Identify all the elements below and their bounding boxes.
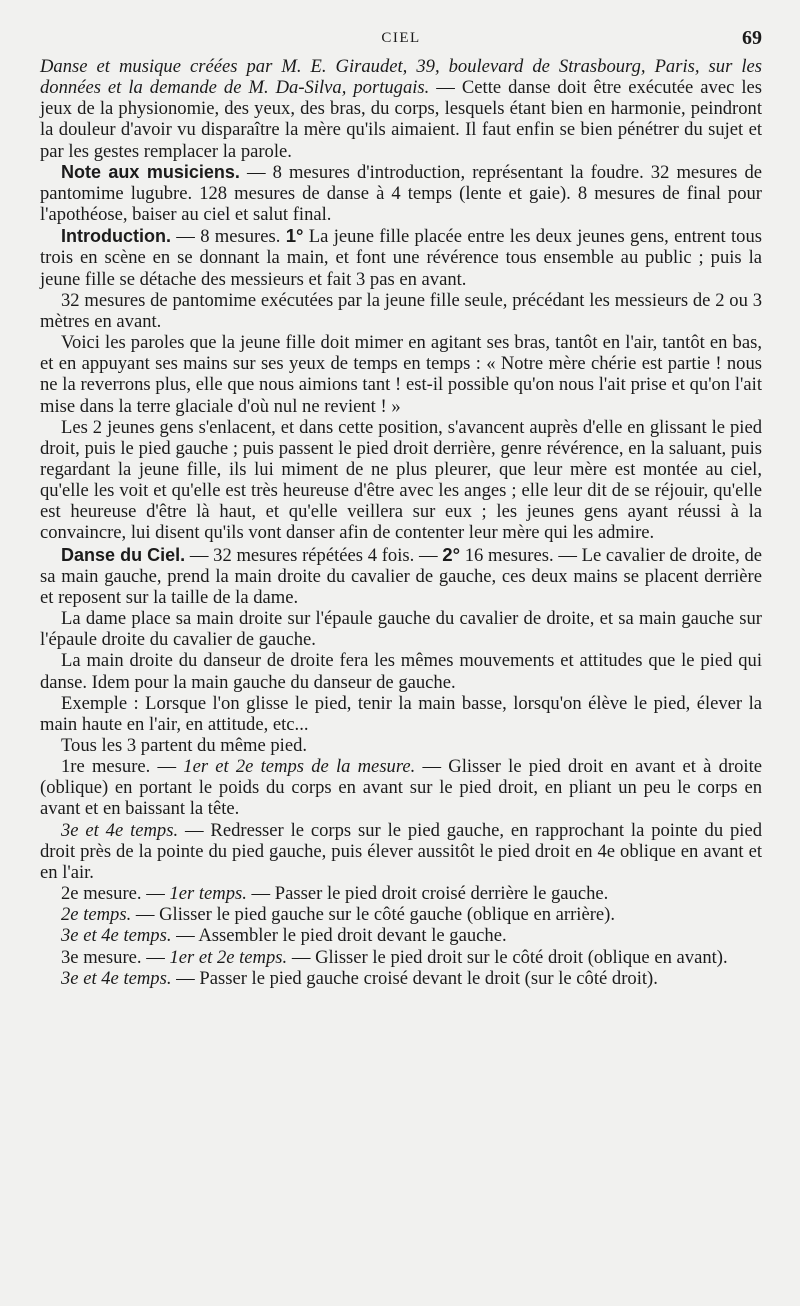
mesure-1b-italic: 3e et 4e temps. <box>61 819 179 841</box>
paragraph-2e-mesure-2e-temps <box>40 904 762 925</box>
paragraph-3e-mesure-3e-4e <box>40 968 762 989</box>
danse-text-a: — 32 mesures répétées 4 fois. — <box>185 544 443 566</box>
paragraph-2e-mesure <box>40 883 762 904</box>
paragraph-intro-credits <box>40 56 762 162</box>
mesure-3b-italic: 3e et 4e temps. <box>61 967 172 989</box>
mesure-2c-italic: 3e et 4e temps. <box>61 925 172 947</box>
credits-italic: Danse et musique créées par M. E. Giraudet, 39, boulevard de Strasbourg, Paris, sur les données et la demande de M. Da-Silva, portugais. <box>40 56 762 99</box>
paragraph-danse-du-ciel <box>40 544 762 608</box>
body-text <box>40 56 762 989</box>
introduction-text-a: — 8 mesures. <box>170 226 286 248</box>
paragraph-main-droite: La main droite du danseur de droite fera les mêmes mouvements et attitudes que le pied qui danse. Idem pour la main gauche du danseur de gauche. <box>40 650 762 693</box>
mesure-1-lead: 1re mesure. — <box>61 756 184 778</box>
credits-text: — Cette danse doit être exécutée avec les jeux de la physionomie, des yeux, des bras, du corps, lesquels étant bien en harmonie, peindront la douleur d'avoir vu disparaître la mère qu'ils aimaient. Il faut enfin se bien pénétrer du sujet et par les gestes remplacer la parole. <box>40 77 762 162</box>
mesure-1-text: — Glisser le pied droit en avant et à droite (oblique) en portant le poids du corps en avant sur le pied droit, en pliant un peu le corps en avant et en baissant la tête. <box>40 756 762 820</box>
paragraph-2e-mesure-3e-4e <box>40 925 762 946</box>
section-heading-introduction: Introduction. <box>61 226 171 247</box>
paragraph-jeunes-gens: Les 2 jeunes gens s'enlacent, et dans cette position, s'avancent auprès d'elle en glissant le pied droit, puis le pied gauche ; puis passent le pied droit derrière, genre révérence, en la saluant, puis regardant la jeune fille, ils lui miment de ne plus pleurer, que leur mère est montée au ciel, qu'elle les voit et qu'elle est très heureuse d'être avec les anges ; elle leur dit de se réjouir, qu'elle est heureuse d'être là haut, et qu'elle veillera sur eux ; les jeunes gens ayant réussi à la convaincre, lui disent qu'ils vont danser afin de contenter leur mère qui les admire. <box>40 416 762 544</box>
section-heading-note: Note aux musiciens. <box>61 161 240 182</box>
mesure-3-text: — Glisser le pied droit sur le côté droit (oblique en avant). <box>287 946 728 968</box>
paragraph-paroles: Voici les paroles que la jeune fille doit mimer en agitant ses bras, tantôt en l'air, tantôt en bas, et en appuyant ses mains sur ses yeux de temps en temps : « Notre mère chérie est partie ! nous ne la reverrons plus, elle que nous aimions tant ! est-il possible qu'on nous l'ait prise et qu'on l'ait mise dans la terre glaciale d'où nul ne revient ! » <box>40 332 762 417</box>
note-text: — 8 mesures d'introduction, représentant la foudre. 32 mesures de pantomime lugubre. 128 mesures de danse à 4 temps (lente et gaie). 8 mesures de final pour l'apothéose, baiser au ciel et salut final. <box>40 161 763 226</box>
introduction-text-b: La jeune fille placée entre les deux jeunes gens, entrent tous trois en scène en se donnant la main, et font une révérence tous ensemble au public ; puis la jeune fille se détache des messieurs et fait 3 pas en avant. <box>40 226 763 290</box>
mesure-3b-text: — Passer le pied gauche croisé devant le droit (sur le côté droit). <box>171 967 658 989</box>
mesure-1-italic: 1er et 2e temps de la mesure. <box>183 756 416 778</box>
page-number: 69 <box>742 27 762 49</box>
paragraph-tous-les-3: Tous les 3 partent du même pied. <box>61 735 308 756</box>
paragraph-pantomime: 32 mesures de pantomime exécutées par la jeune fille seule, précédant les messieurs de 2 ou 3 mètres en avant. <box>40 289 762 332</box>
paragraph-dame: La dame place sa main droite sur l'épaule gauche du cavalier de droite, et sa main gauche sur l'épaule droite du cavalier de gauche. <box>40 608 762 651</box>
mesure-2c-text: — Assembler le pied droit devant le gauche. <box>171 925 507 947</box>
running-head <box>40 27 762 56</box>
mesure-3-lead: 3e mesure. — <box>61 946 170 968</box>
mesure-3-italic: 1er et 2e temps. <box>169 946 288 968</box>
danse-number: 2° <box>442 543 461 565</box>
paragraph-note-musiciens <box>40 162 762 225</box>
mesure-2-text: — Passer le pied droit croisé derrière le gauche. <box>246 883 609 905</box>
mesure-2-italic: 1er temps. <box>169 883 247 905</box>
introduction-number: 1° <box>285 225 304 247</box>
mesure-1b-text: — Redresser le corps sur le pied gauche, en rapprochant la pointe du pied droit près de la pointe du pied gauche, puis élever aussitôt le pied droit en 4e oblique en avant et en l'air. <box>40 819 762 883</box>
paragraph-introduction <box>40 225 762 289</box>
paragraph-1re-mesure-3e-4e <box>40 820 762 883</box>
paragraph-1re-mesure <box>40 756 762 819</box>
mesure-2-lead: 2e mesure. — <box>61 883 170 905</box>
mesure-2b-text: — Glisser le pied gauche sur le côté gauche (oblique en arrière). <box>131 904 615 926</box>
running-title: CIEL <box>381 30 421 46</box>
paragraph-3e-mesure <box>40 947 762 968</box>
mesure-2b-italic: 2e temps. <box>61 904 132 926</box>
paragraph-exemple: Exemple : Lorsque l'on glisse le pied, tenir la main basse, lorsqu'on élève le pied, élever la main haute en l'air, en attitude, etc... <box>40 692 762 735</box>
danse-text-b: 16 mesures. — Le cavalier de droite, de sa main gauche, prend la main droite du cavalier de gauche, ces deux mains se placent derrière et reposent sur la taille de la dame. <box>40 544 763 608</box>
section-heading-danse-du-ciel: Danse du Ciel. <box>61 544 186 565</box>
